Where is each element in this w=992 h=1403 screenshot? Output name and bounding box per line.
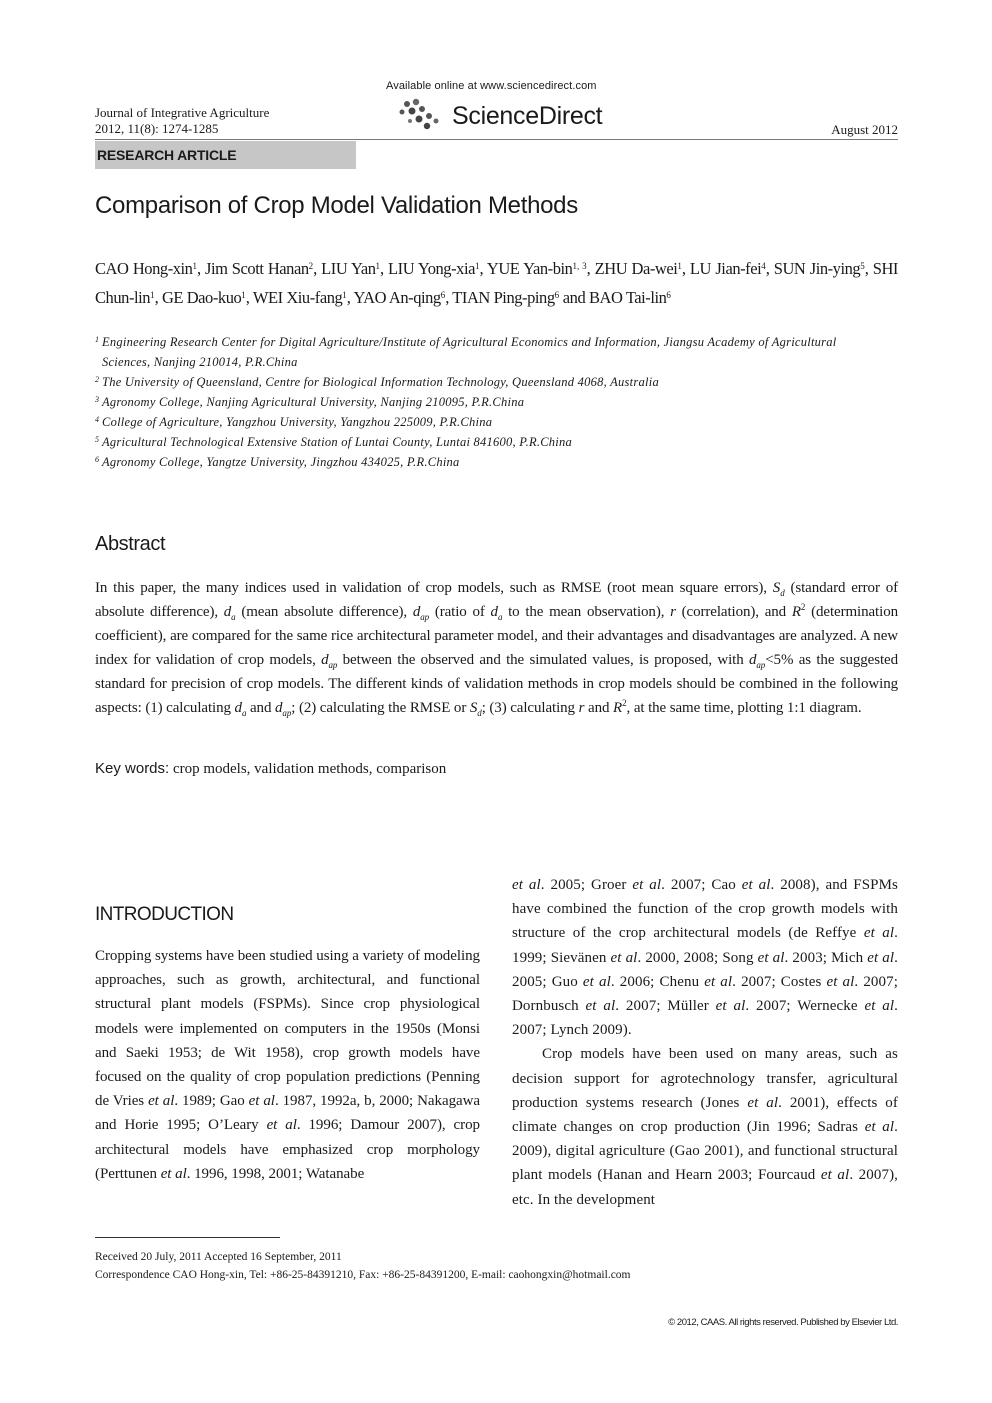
author-affiliation-marker: 5	[860, 261, 865, 271]
affiliation-text: Sciences, Nanjing 210014, P.R.China	[102, 355, 298, 369]
affiliation-text: Agricultural Technological Extensive Station of Luntai County, Luntai 841600, P.R.China	[102, 435, 573, 449]
author-affiliation-marker: 1	[474, 261, 480, 271]
abstract-heading: Abstract	[95, 533, 166, 555]
body-column-right	[512, 873, 898, 1212]
author-affiliation-marker: 1	[241, 290, 246, 300]
author-affiliation-marker: 1, 3	[572, 261, 587, 271]
affiliation-text: Agronomy College, Yangtze University, Jingzhou 434025, P.R.China	[102, 455, 460, 469]
author-name: YAO An-qing	[353, 288, 441, 307]
body-column-left	[95, 944, 480, 1186]
keywords-label: Key words:	[95, 760, 170, 777]
affiliation-item	[95, 332, 900, 372]
author-affiliation-marker: 2	[308, 261, 314, 271]
author-affiliation-marker: 1	[150, 290, 155, 300]
affiliation-number: 6	[95, 455, 100, 464]
author-name: BAO Tai-lin	[588, 288, 667, 307]
author-affiliation-marker: 1	[192, 261, 197, 271]
author-affiliation-marker: 1	[375, 261, 381, 271]
keywords-line	[95, 760, 446, 778]
affiliation-number: 5	[95, 435, 100, 444]
author-name: GE Dao-kuo	[161, 288, 242, 307]
article-title: Comparison of Crop Model Validation Methods	[95, 192, 578, 219]
article-type-banner	[95, 141, 356, 169]
author-name: WEI Xiu-fang	[252, 288, 343, 307]
affiliation-text: College of Agriculture, Yangzhou University, Yangzhou 225009, P.R.China	[102, 415, 493, 429]
affiliation-text: The University of Queensland, Centre for Biological Information Technology, Queensland 4068, Australia	[102, 375, 659, 389]
affiliation-list	[95, 332, 900, 472]
abstract-body: In this paper, the many indices used in validation of crop models, such as RMSE (root mean square errors), $S_d$ (standard error of absolute difference), $d_a$ (mean absolute difference), $d_{ap}$ (ratio of $d_a$ to the mean observation), r (correlation), and $R^2$ (determination coefficient), are compared for the same rice architectural parameter model, and their advantages and disadvantages are analyzed. A new index for validation of crop models, $d_{ap}$ between the observed and the simulated values, is proposed, with $d_{ap}<5\%$ as the suggested standard for precision of crop models. The different kinds of validation methods in crop models should be combined in the following aspects: (1) calculating $d_a$ and $d_{ap}$; (2) calculating the RMSE or $S_d$; (3) calculating r and $R^2$, at the same time, plotting 1:1 diagram.	[95, 580, 898, 718]
footnote-divider	[95, 1237, 280, 1238]
author-name: ZHU Da-wei	[594, 259, 678, 278]
affiliation-number: 1	[95, 335, 100, 344]
author-affiliation-marker: 6	[440, 290, 446, 300]
received-dates: Received 20 July, 2011 Accepted 16 September, 2011	[95, 1251, 342, 1263]
header-divider	[95, 139, 898, 140]
author-affiliation-marker: 1	[342, 290, 347, 300]
sciencedirect-wordmark: ScienceDirect	[452, 102, 603, 130]
available-online-text[interactable]: Available online at www.sciencedirect.com	[386, 80, 597, 92]
introduction-heading: INTRODUCTION	[95, 904, 234, 925]
correspondence-info: Correspondence CAO Hong-xin, Tel: +86-25-84391210, Fax: +86-25-84391200, E-mail: caohongxin@hotmail.com	[95, 1269, 631, 1281]
affiliation-number: 4	[95, 415, 100, 424]
author-affiliation-marker: 6	[554, 290, 560, 300]
affiliation-number: 2	[95, 375, 100, 384]
copyright-notice: © 2012, CAAS. All rights reserved. Published by Elsevier Ltd.	[668, 1317, 898, 1328]
article-type-label: RESEARCH ARTICLE	[97, 147, 237, 163]
affiliation-number: 3	[95, 395, 100, 404]
author-name: LIU Yan	[321, 259, 376, 278]
paragraph: Cropping systems have been studied using a variety of modeling approaches, such as growth, architectural, and functional structural plant models (FSPMs). Since crop physiological models were implemented on computers in the 1950s (Monsi and Saeki 1953; de Wit 1958), crop growth models have focused on the quality of crop population predictions (Penning de Vries et al. 1989; Gao et al. 1987, 1992a, b, 2000; Nakagawa and Horie 1995; O’Leary et al. 1996; Damour 2007), crop architectural models have emphasized crop morphology (Perttunen et al. 1996, 1998, 2001; Watanabe	[95, 948, 481, 1182]
affiliation-text: Agronomy College, Nanjing Agricultural University, Nanjing 210095, P.R.China	[102, 395, 525, 409]
author-name: SHI Chun-lin	[95, 259, 898, 307]
affiliation-item	[95, 392, 900, 412]
author-name: SUN Jin-ying	[773, 259, 861, 278]
affiliation-item	[95, 432, 900, 452]
author-list: CAO Hong-xin$^1$, Jim Scott Hanan$^2$, LIU Yan$^1$, LIU Yong-xia$^1$, YUE Yan-bin$^{1, 3}$, ZHU Da-wei$^1$, LU Jian-fei$^4$, SUN Jin-ying$^5$, SHI Chun-lin$^1$, GE Dao-kuo$^1$, WEI Xiu-fang$^1$, YAO An-qing$^6$, TIAN Ping-ping$^6$ and BAO Tai-lin$^6$	[95, 259, 898, 307]
affiliation-item	[95, 412, 900, 432]
affiliation-item	[95, 452, 900, 472]
issue-date: August 2012	[831, 122, 898, 137]
author-name: Jim Scott Hanan	[204, 259, 309, 278]
author-affiliation-marker: 6	[666, 290, 671, 300]
sciencedirect-logo-icon	[398, 97, 452, 133]
author-affiliation-marker: 1	[677, 261, 682, 271]
journal-name: Journal of Integrative Agriculture	[95, 105, 270, 120]
paragraph: et al. 2005; Groer et al. 2007; Cao et al. 2008), and FSPMs have combined the function of the crop growth models with structure of the crop architectural models (de Reffye et al. 1999; Sievänen et al. 2000, 2008; Song et al. 2003; Mich et al. 2005; Guo et al. 2006; Chenu et al. 2007; Costes et al. 2007; Dornbusch et al. 2007; Müller et al. 2007; Wernecke et al. 2007; Lynch 2009).	[512, 877, 899, 1039]
paragraph: Crop models have been used on many areas, such as decision support for agrotechnology transfer, agricultural production systems research (Jones et al. 2001), effects of climate changes on crop production (Jin 1996; Sadras et al. 2009), digital agriculture (Gao 2001), and functional structural plant models (Hanan and Hearn 2003; Fourcaud et al. 2007), etc. In the development	[512, 1046, 899, 1208]
affiliation-item	[95, 372, 900, 392]
journal-volume: 2012, 11(8): 1274-1285	[95, 121, 219, 136]
author-name: TIAN Ping-ping	[452, 288, 555, 307]
keywords-text: crop models, validation methods, comparison	[169, 761, 447, 777]
affiliation-text: Engineering Research Center for Digital Agriculture/Institute of Agricultural Economics and Information, Jiangsu Academy of Agricultural	[102, 335, 837, 349]
author-name: YUE Yan-bin	[486, 259, 573, 278]
author-affiliation-marker: 4	[761, 261, 766, 271]
author-name: LIU Yong-xia	[388, 259, 475, 278]
author-name: CAO Hong-xin	[95, 259, 193, 278]
author-name: LU Jian-fei	[689, 259, 762, 278]
